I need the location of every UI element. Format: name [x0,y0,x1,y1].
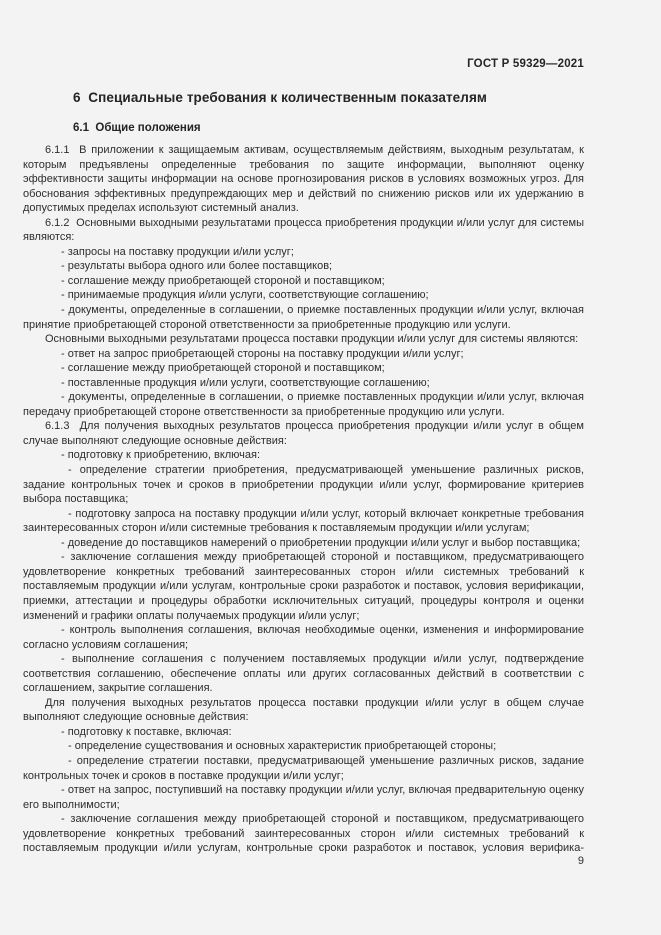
list-item: - доведение до поставщиков намерений о приобретении продукции и/или услуг и выбор поставщика; [61,536,581,549]
list-item: - определение стратегии поставки, предусматривающей уменьшение различных рисков, задание контрольных точек и сроков в поставке продукции и/или услуг; [23,754,584,782]
document-body [23,143,584,856]
list-item: - подготовку к приобретению, включая: [61,449,261,462]
list-item: - подготовку запроса на поставку продукции и/или услуг, который включает конкретные требования заинтересованных сторон и/или системные требования к поставляемым продукции и/или услугам; [23,507,584,535]
list-item: - документы, определенные в соглашении, о приемке поставленных продукции и/или услуг, включая передачу приобретающей стороне ответственности за приобретенные продукцию или услуги. [23,391,584,418]
paragraph: Основными выходными результатами процесса поставки продукции и/или услуг для системы являются: [45,333,579,346]
paragraph: 6.1.2 Основными выходными результатами процесса приобретения продукции и/или услуг для системы являются: [23,216,584,244]
page-number: 9 [577,855,584,867]
list-item: - определение стратегии приобретения, предусматривающей уменьшение различных рисков, задание контрольных точек и сроков в приобретении продукции и/или услуг, формирование критериев выбора поставщика; [23,464,584,506]
list-item: - соглашение между приобретающей стороной и поставщиком; [61,362,385,375]
list-item: - заключение соглашения между приобретающей стороной и поставщиком, предусматривающего удовлетворение конкретных требований заинтересованных сторон и/или системных требований к поставляемым продукции и/или услугам, контрольные сроки разработок и поставок, условия верификации, приемки, аттестации и процедуры обработки исключительных ситуаций, процедуры контроля и оценки изменений и графики оплаты получаемых продукции и/или услуг; [23,551,584,622]
list-item: - определение существования и основных характеристик приобретающей стороны; [68,740,497,753]
list-item: - запросы на поставку продукции и/или услуг; [61,245,294,258]
list-item: - соглашение между приобретающей стороной и поставщиком; [61,274,385,287]
list-item: - принимаемые продукция и/или услуги, соответствующие соглашению; [61,289,429,302]
list-item: - поставленные продукция и/или услуги, соответствующие соглашению; [61,376,430,389]
list-item: - документы, определенные в соглашении, о приемке поставленных продукции и/или услуг, включая принятие приобретающей стороной ответственности за приобретенные продукцию или услуги. [23,304,584,331]
section-title: 6 Специальные требования к количественным показателям [73,90,488,105]
list-item: - ответ на запрос, поступивший на поставку продукции и/или услуг, включая предварительную оценку его выполнимости; [23,784,584,811]
list-item: - ответ на запрос приобретающей стороны на поставку продукции и/или услуг; [61,347,464,360]
paragraph: 6.1.1 В приложении к защищаемым активам, осуществляемым действиям, выходным результатам, к которым предъявлены определенные требования по защите информации, выполняют оценку эффективности защиты информации на основе прогнозирования рисков в условиях возможных угроз. Для обоснования эффективных предупреждающих мер и действий по снижению рисков или их удержанию в допустимых пределах используют системный анализ. [23,144,584,215]
paragraph: 6.1.3 Для получения выходных результатов процесса приобретения продукции и/или услуг в общем случае выполняют следующие основные действия: [23,420,584,447]
standard-designation: ГОСТ Р 59329—2021 [467,58,584,70]
list-item: - контроль выполнения соглашения, включая необходимые оценки, изменения и информирование согласно условиям соглашения; [23,624,584,651]
list-item: - результаты выбора одного или более поставщиков; [61,260,333,273]
page-content [23,90,584,856]
list-item: - выполнение соглашения с получением поставляемых продукции и/или услуг, подтверждение соответствия соглашению, обеспечение оплаты или других согласованных действий в соответствии с соглашением, закрытие соглашения. [23,653,584,695]
list-item: - подготовку к поставке, включая: [61,725,232,738]
list-item: - заключение соглашения между приобретающей стороной и поставщиком, предусматривающего удовлетворение конкретных требований заинтересованных сторон и/или системных требований к поставляемым продукции и/или услугам, контрольные сроки разработок и поставок, условия верифика- [23,813,584,855]
subsection-title: 6.1 Общие положения [73,122,201,134]
paragraph: Для получения выходных результатов процесса поставки продукции и/или услуг в общем случае выполняют следующие основные действия: [23,696,584,724]
